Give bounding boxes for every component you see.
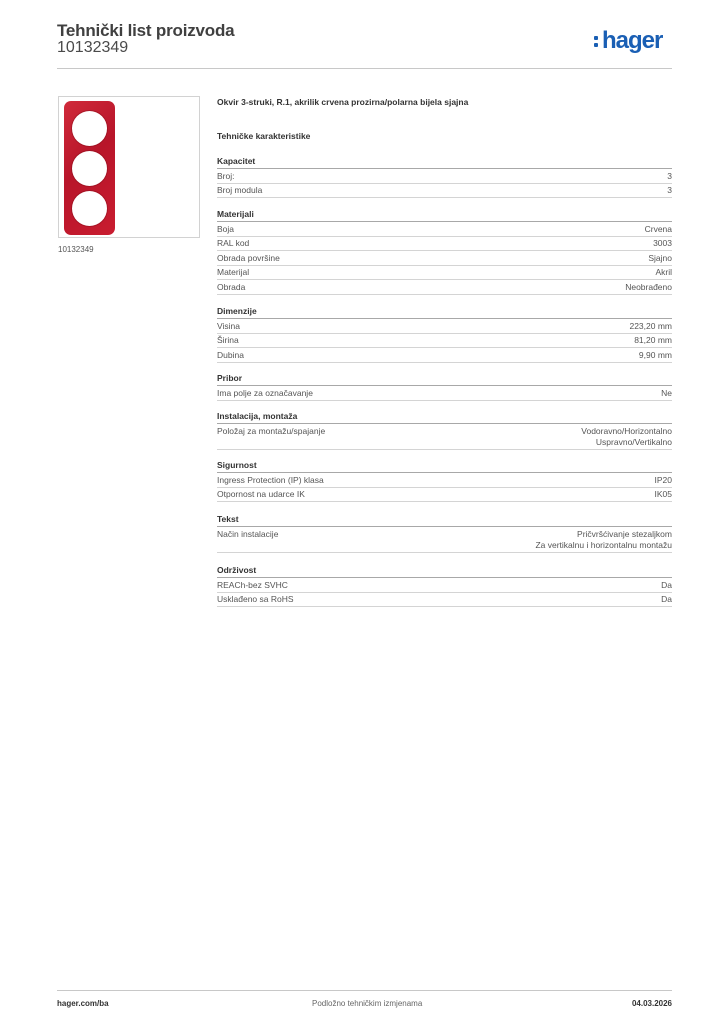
spec-row bbox=[217, 578, 672, 593]
spec-value-line: Pričvršćivanje stezaljkom bbox=[577, 528, 672, 539]
spec-value bbox=[625, 282, 672, 293]
spec-label: Broj modula bbox=[217, 185, 263, 195]
spec-value bbox=[667, 171, 672, 182]
spec-label: REACh-bez SVHC bbox=[217, 579, 288, 590]
frame-opening bbox=[72, 191, 107, 226]
spec-value-line: Da bbox=[661, 579, 672, 590]
spec-section bbox=[217, 155, 672, 198]
spec-row bbox=[217, 184, 672, 199]
spec-label: Usklađeno sa RoHS bbox=[217, 594, 294, 604]
spec-label: Širina bbox=[217, 335, 239, 345]
hager-logo bbox=[594, 28, 662, 54]
frame-3-gang-image bbox=[64, 101, 115, 235]
spec-label: Dubina bbox=[217, 349, 244, 360]
spec-label: Otpornost na udarce IK bbox=[217, 489, 305, 499]
spec-value bbox=[645, 224, 672, 235]
product-title: Okvir 3-struki, R.1, akrilik crvena prozirna/polarna bijela sjajna bbox=[217, 97, 469, 107]
spec-value bbox=[581, 426, 672, 448]
spec-label: Ima polje za označavanje bbox=[217, 387, 313, 398]
spec-section bbox=[217, 459, 672, 502]
characteristics-heading: Tehničke karakteristike bbox=[217, 131, 311, 141]
spec-value-line: Crvena bbox=[644, 223, 672, 234]
header-divider bbox=[57, 68, 672, 69]
spec-label: Broj: bbox=[217, 170, 235, 181]
spec-label: Obrada bbox=[217, 281, 246, 292]
spec-section bbox=[217, 410, 672, 450]
spec-value bbox=[535, 529, 672, 551]
spec-row bbox=[217, 280, 672, 295]
spec-section bbox=[217, 372, 672, 401]
frame-opening bbox=[72, 111, 107, 146]
section-heading: Kapacitet bbox=[217, 155, 672, 169]
spec-value bbox=[648, 253, 672, 264]
spec-row bbox=[217, 251, 672, 266]
spec-row bbox=[217, 237, 672, 252]
spec-value-line: Uspravno/Vertikalno bbox=[595, 436, 672, 447]
spec-label: Visina bbox=[217, 320, 240, 331]
section-heading: Tekst bbox=[217, 513, 672, 527]
spec-label: Obrada površine bbox=[217, 252, 280, 263]
spec-value bbox=[655, 475, 673, 486]
footer-note: Podložno tehničkim izmjenama bbox=[312, 999, 423, 1008]
spec-value bbox=[655, 267, 672, 278]
spec-value bbox=[661, 580, 672, 591]
image-caption: 10132349 bbox=[58, 245, 94, 254]
section-heading: Održivost bbox=[217, 564, 672, 578]
section-heading: Materijali bbox=[217, 208, 672, 222]
spec-row bbox=[217, 473, 672, 488]
spec-value-line: 9,90 mm bbox=[638, 349, 672, 360]
section-heading: Dimenzije bbox=[217, 305, 672, 319]
spec-value-line: 3 bbox=[667, 185, 672, 195]
spec-value bbox=[667, 185, 672, 196]
spec-row bbox=[217, 222, 672, 237]
spec-value bbox=[661, 388, 672, 399]
product-image bbox=[58, 96, 200, 238]
page-title: Tehnički list proizvoda bbox=[57, 21, 235, 40]
spec-label: Boja bbox=[217, 223, 235, 234]
spec-section bbox=[217, 513, 672, 553]
spec-value bbox=[655, 489, 673, 500]
spec-value bbox=[653, 238, 672, 249]
spec-value-line: IP20 bbox=[654, 474, 672, 485]
spec-value-line: 3 bbox=[667, 170, 672, 181]
spec-label: RAL kod bbox=[217, 238, 250, 248]
spec-row bbox=[217, 169, 672, 184]
spec-value-line: Da bbox=[661, 594, 672, 604]
spec-value-line: Sjajno bbox=[648, 252, 672, 263]
spec-row bbox=[217, 593, 672, 608]
frame-opening bbox=[72, 151, 107, 186]
spec-value-line: Akril bbox=[655, 267, 672, 277]
spec-label: Materijal bbox=[217, 267, 250, 277]
spec-value-line: Neobrađeno bbox=[625, 281, 672, 292]
footer-website[interactable]: hager.com/ba bbox=[57, 999, 109, 1008]
spec-value bbox=[634, 335, 672, 346]
spec-section bbox=[217, 564, 672, 607]
spec-value bbox=[661, 594, 672, 605]
spec-section bbox=[217, 208, 672, 295]
spec-value-line: Ne bbox=[661, 387, 672, 398]
spec-label: Način instalacije bbox=[217, 528, 279, 539]
logo-dots-icon bbox=[594, 33, 600, 49]
spec-value-line: 81,20 mm bbox=[634, 335, 672, 345]
spec-value bbox=[639, 350, 672, 361]
footer-date: 04.03.2026 bbox=[631, 999, 672, 1008]
section-heading: Pribor bbox=[217, 372, 672, 386]
spec-row bbox=[217, 488, 672, 503]
spec-row bbox=[217, 527, 672, 553]
spec-row bbox=[217, 424, 672, 450]
spec-value-line: 223,20 mm bbox=[629, 320, 672, 331]
spec-value-line: Za vertikalnu i horizontalnu montažu bbox=[535, 539, 672, 550]
spec-value bbox=[629, 321, 672, 332]
section-heading: Instalacija, montaža bbox=[217, 410, 672, 424]
spec-row bbox=[217, 266, 672, 281]
footer-divider bbox=[57, 990, 672, 991]
spec-section bbox=[217, 305, 672, 363]
spec-value-line: Vodoravno/Horizontalno bbox=[581, 425, 672, 436]
spec-value-line: IK05 bbox=[654, 489, 672, 499]
product-code: 10132349 bbox=[57, 39, 129, 56]
spec-value-line: 3003 bbox=[653, 238, 672, 248]
logo-text: hager bbox=[602, 27, 663, 54]
spec-row bbox=[217, 348, 672, 363]
spec-row bbox=[217, 334, 672, 349]
spec-row bbox=[217, 319, 672, 334]
section-heading: Sigurnost bbox=[217, 459, 672, 473]
spec-label: Ingress Protection (IP) klasa bbox=[217, 474, 324, 485]
spec-label: Položaj za montažu/spajanje bbox=[217, 425, 326, 436]
spec-row bbox=[217, 386, 672, 401]
